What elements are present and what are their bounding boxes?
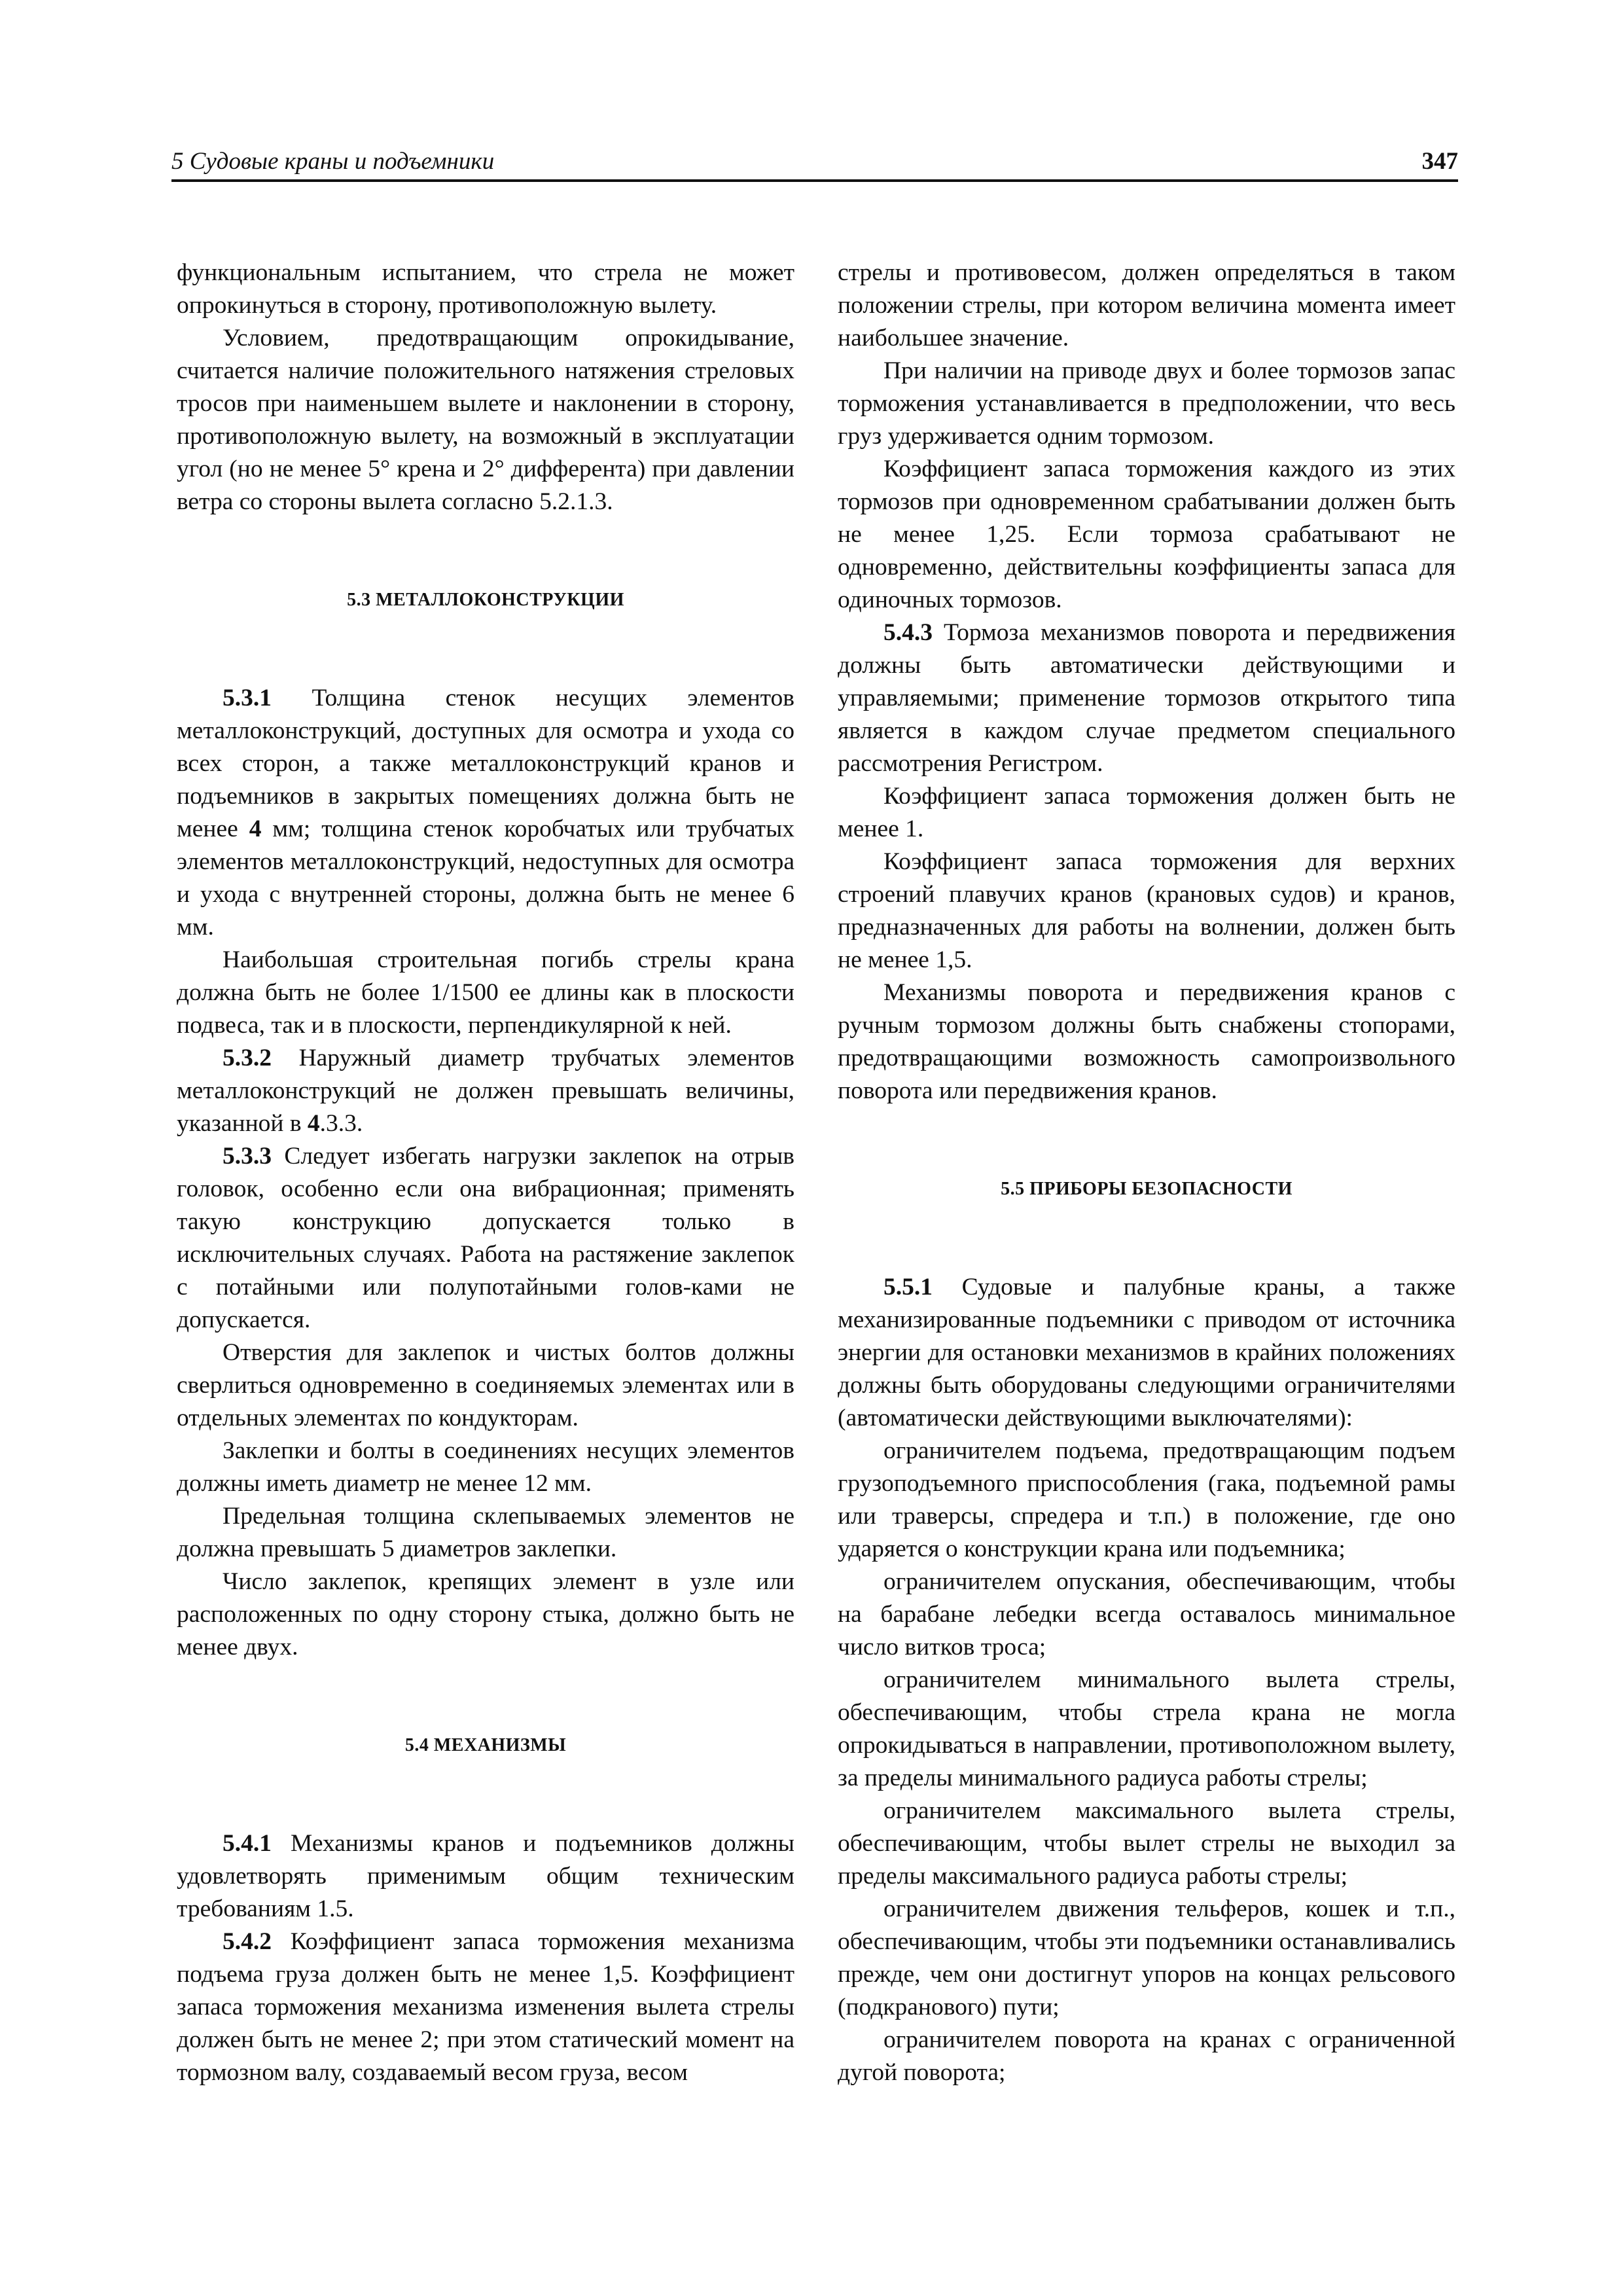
list-item: ограничителем максимального вылета стрелы, обеспечивающим, чтобы вылет стрелы не выходил за пределы максимального радиуса работы стрелы;: [838, 1797, 1455, 1890]
clause-number: 5.4.1: [223, 1830, 272, 1857]
clause-number: 5.4.3: [883, 619, 933, 646]
clause-text: Наружный диаметр трубчатых элементов металлоконструкций не должен превышать величины, указанной в: [177, 1045, 794, 1137]
clause-number: 5.5.1: [883, 1274, 933, 1300]
clause-text: Толщина стенок несущих элементов металлоконструкций, доступных для осмотра и ухода со всех сторон, а также металлоконструкций кранов и подъемников в закрытых помещениях должна быть не менее: [177, 685, 794, 842]
paragraph-5-3-2: [177, 1042, 794, 1140]
paragraph-5-4-2: [177, 1926, 794, 2089]
page-number: 347: [1421, 148, 1458, 175]
clause-number: 5.3.1: [223, 685, 272, 711]
list-item: ограничителем поворота на кранах с ограниченной дугой поворота;: [838, 2026, 1455, 2086]
paragraph-5-3-1: [177, 682, 794, 944]
clause-text: .3.3.: [319, 1110, 363, 1137]
clause-text: Коэффициент запаса торможения механизма подъема груза должен быть не менее 1,5. Коэффициент запаса торможения механизма изменения вылета стрелы должен быть не менее 2; при этом статический момент на тормозном валу, создаваемый весом груза, весом: [177, 1928, 794, 2086]
bold-reference: 4: [307, 1110, 320, 1137]
clause-text: Судовые и палубные краны, а также механизированные подъемники с приводом от источника энергии для остановки механизмов в крайних положениях должны быть оборудованы следующими ограничителями (автоматически действующими выключателями):: [838, 1274, 1455, 1431]
paragraph: Коэффициент запаса торможения для верхних строений плавучих кранов (крановых судов) и кранов, предназначенных для работы на волнении, должен быть не менее 1,5.: [838, 848, 1455, 973]
list-item: ограничителем движения тельферов, кошек и т.п., обеспечивающим, чтобы эти подъемники останавливались прежде, чем они достигнут упоров на концах рельсового (подкранового) пути;: [838, 1895, 1455, 2020]
paragraph: функциональным испытанием, что стрела не может опрокинуться в сторону, противоположную вылету.: [177, 259, 794, 319]
paragraph-5-4-1: [177, 1827, 794, 1926]
section-heading-5-3: 5.3 МЕТАЛЛОКОНСТРУКЦИИ: [347, 590, 624, 610]
clause-number: 5.3.2: [223, 1045, 272, 1071]
paragraph: Отверстия для заклепок и чистых болтов должны сверлиться одновременно в соединяемых элементах или в отдельных элементах по кондукторам.: [177, 1339, 794, 1431]
list-item: ограничителем подъема, предотвращающим подъем грузоподъемного приспособления (гака, подъемной рамы или траверсы, спредера и т.п.) в положение, где оно ударяется о конструкции крана или подъемника;: [838, 1437, 1455, 1562]
paragraph: Коэффициент запаса торможения каждого из этих тормозов при одновременном срабатывании должен быть не менее 1,25. Если тормоза срабатывают не одновременно, действительны коэффициенты запаса для одиночных тормозов.: [838, 456, 1455, 613]
left-column: [177, 257, 794, 2089]
paragraph-5-3-3: [177, 1140, 794, 1336]
clause-text: Тормоза механизмов поворота и передвижения должны быть автоматически действующими и управляемыми; применение тормозов открытого типа является в каждом случае предметом специального рассмотрения Регистром.: [838, 619, 1455, 777]
clause-number: 5.4.2: [223, 1928, 272, 1955]
paragraph-5-5-1: [838, 1271, 1455, 1435]
paragraph-5-4-3: [838, 617, 1455, 780]
right-column: [838, 257, 1455, 2089]
paragraph: стрелы и противовесом, должен определяться в таком положении стрелы, при котором величина момента имеет наибольшее значение.: [838, 259, 1455, 351]
list-item: ограничителем минимального вылета стрелы, обеспечивающим, чтобы стрела крана не могла опрокидываться в направлении, противоположном вылету, за пределы минимального радиуса работы стрелы;: [838, 1666, 1455, 1791]
section-heading-5-5: 5.5 ПРИБОРЫ БЕЗОПАСНОСТИ: [1001, 1179, 1293, 1199]
paragraph: Предельная толщина склепываемых элементов не должна превышать 5 диаметров заклепки.: [177, 1503, 794, 1562]
paragraph: Заклепки и болты в соединениях несущих элементов должны иметь диаметр не менее 12 мм.: [177, 1437, 794, 1497]
clause-number: 5.3.3: [223, 1143, 272, 1170]
paragraph: Коэффициент запаса торможения должен быть не менее 1.: [838, 783, 1455, 842]
page-header: [171, 145, 1458, 182]
clause-text: Механизмы кранов и подъемников должны удовлетворять применимым общим техническим требованиям 1.5.: [177, 1830, 794, 1922]
bold-value: 4: [249, 816, 262, 842]
clause-text: Следует избегать нагрузки заклепок на отрыв головок, особенно если она вибрационная; применять такую конструкцию допускается только в исключительных случаях. Работа на растяжение заклепок с потайными или полупотайными голов-ками не допускается.: [177, 1143, 794, 1333]
paragraph: Механизмы поворота и передвижения кранов с ручным тормозом должны быть снабжены стопорами, предотвращающими возможность самопроизвольного поворота или передвижения кранов.: [838, 979, 1455, 1104]
paragraph: Наибольшая строительная погибь стрелы крана должна быть не более 1/1500 ее длины как в плоскости подвеса, так и в плоскости, перпендикулярной к ней.: [177, 946, 794, 1039]
paragraph: Условием, предотвращающим опрокидывание, считается наличие положительного натяжения стреловых тросов при наименьшем вылете и наклонении в сторону, противоположную вылету, на возможный в эксплуатации угол (но не менее 5° крена и 2° дифферента) при давлении ветра со стороны вылета согласно 5.2.1.3.: [177, 325, 794, 515]
paragraph: При наличии на приводе двух и более тормозов запас торможения устанавливается в предположении, что весь груз удерживается одним тормозом.: [838, 357, 1455, 450]
clause-text: мм; толщина стенок коробчатых или трубчатых элементов металлоконструкций, недоступных для осмотра и ухода с внутренней стороны, должна быть не менее 6 мм.: [177, 816, 795, 941]
list-item: ограничителем опускания, обеспечивающим, чтобы на барабане лебедки всегда оставалось минимальное число витков троса;: [838, 1568, 1455, 1660]
section-heading-5-4: 5.4 МЕХАНИЗМЫ: [404, 1735, 567, 1755]
running-section-title: 5 Судовые краны и подъемники: [171, 148, 495, 175]
paragraph: Число заклепок, крепящих элемент в узле или расположенных по одну сторону стыка, должно быть не менее двух.: [177, 1568, 794, 1660]
